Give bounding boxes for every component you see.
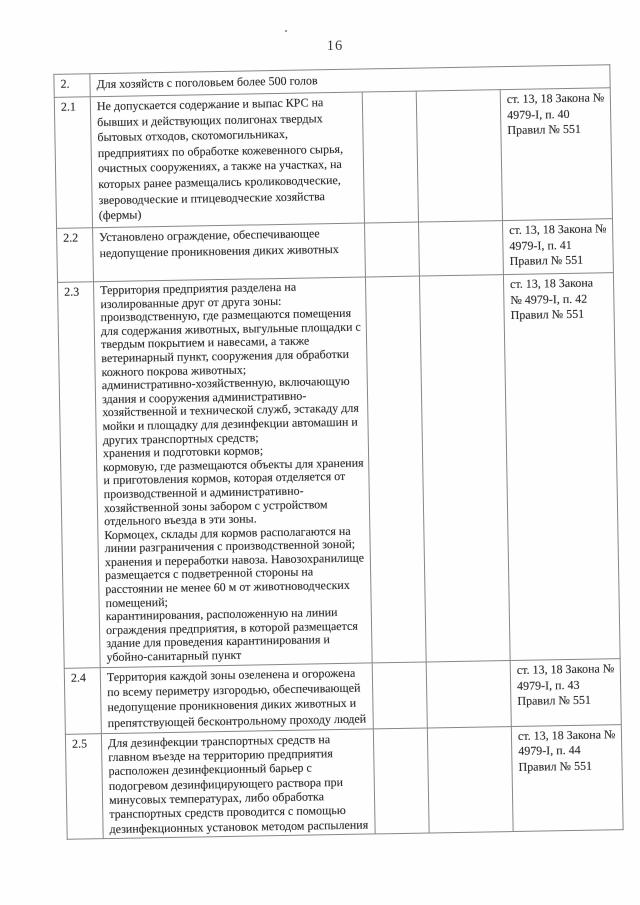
check-cell-empty bbox=[372, 662, 427, 729]
legal-reference-cell: ст. 13, 18 Закона № 4979-I, п. 42 Правил № 551 bbox=[503, 273, 620, 661]
legal-reference-cell: ст. 13, 18 Закона № 4979-I, п. 41 Правил № 551 bbox=[502, 219, 613, 275]
legal-reference-cell: ст. 13, 18 Закона № 4979-I, п. 44 Правил № 551 bbox=[511, 724, 623, 831]
table-row-2-2 bbox=[57, 219, 614, 283]
row-number-cell: 2.2 bbox=[57, 228, 94, 283]
check-cell-empty bbox=[362, 91, 418, 223]
table-row-2-5 bbox=[65, 724, 623, 839]
check-cell-empty bbox=[365, 222, 420, 277]
table-row-2-4 bbox=[64, 659, 621, 735]
page-number: 16 bbox=[326, 38, 344, 54]
requirement-text-cell: Не допускается содержание и выпас КРС на бывших и действующих полигонах твердых бытовых отходов, скотомогильниках, предприятиях по обработке кожевенного сырья, очистных сооружениях, а также на участках, на которых ранее размещались кролиководческие, звероводческие и птицеводческие хозяйства (фермы) bbox=[90, 92, 364, 228]
row-number-cell: 2.5 bbox=[65, 733, 103, 839]
requirement-text-cell: Для дезинфекции транспортных средств на главном въезде на территорию предприятия расположен дезинфекционный барьер с подогревом дезинфицирующего раствора при минусовых температурах, либо обработка транспортных средств проводится с помощью дезинфекционных установок методом распыления bbox=[101, 729, 375, 839]
check-cell-empty bbox=[373, 728, 429, 834]
row-number-cell: 2. bbox=[54, 74, 90, 98]
table-row-2-1 bbox=[54, 88, 612, 229]
scan-artifact-dot bbox=[285, 30, 287, 32]
row-number-cell: 2.1 bbox=[54, 97, 92, 229]
check-cell-empty bbox=[427, 726, 513, 833]
check-cell-empty bbox=[416, 90, 502, 222]
section-title-cell: Для хозяйств с поголовьем более 500 голов bbox=[90, 65, 610, 97]
row-number-cell: 2.3 bbox=[57, 282, 100, 669]
legal-reference-cell: ст. 13, 18 Закона № 4979-I, п. 43 Правил № 551 bbox=[510, 659, 621, 727]
requirement-text-cell: Территория каждой зоны озеленена и огорожена по всему периметру изгородью, обеспечивающей недопущение проникновения диких животных и препятствующей бесконтрольному проходу людей bbox=[100, 663, 373, 734]
check-cell-empty bbox=[419, 275, 510, 662]
table-row-2-3 bbox=[57, 273, 620, 669]
row-number-cell: 2.4 bbox=[64, 668, 101, 734]
check-cell-empty bbox=[419, 221, 504, 276]
requirement-text-cell: Установлено ограждение, обеспечивающее недопущение проникновения диких животных bbox=[93, 223, 366, 282]
check-cell-empty bbox=[365, 276, 426, 663]
compliance-requirements-table bbox=[53, 64, 623, 839]
requirement-text-cell: Территория предприятия разделена на изолированные друг от друга зоны: производственную, где размещаются помещения для содержания животных, выгульные площадки с твердым покрытием и навесами, а также ветеринарный пункт, сооружения для обработки кожного покрова животных; административно-хозяйственную, включающую здания и сооружения административно- хозяйственной и технической служб, эстакаду для мойки и площадку для дезинфекции автомашин и других транспортных средств; хранения и подготовки кормов; кормовую, где размещаются объекты для хранения и приготовления кормов, которая отделяется от производственной и административно- хозяйственной зоны забором с устройством отдельного въезда в эти зоны. Кормоцех, склады для кормов располагаются на линии разграничения с производственной зоной; хранения и переработки навоза. Навозохранилище размещается с подветренной стороны на расстоянии не менее 60 м от животноводческих помещений; карантинирования, расположенную на линии ограждения предприятия, в которой размещается здание для проведения карантинирования и убойно-санитарный пункт bbox=[93, 277, 372, 668]
check-cell-empty bbox=[426, 661, 511, 728]
legal-reference-cell: ст. 13, 18 Закона № 4979-I, п. 40 Правил № 551 bbox=[500, 88, 612, 221]
